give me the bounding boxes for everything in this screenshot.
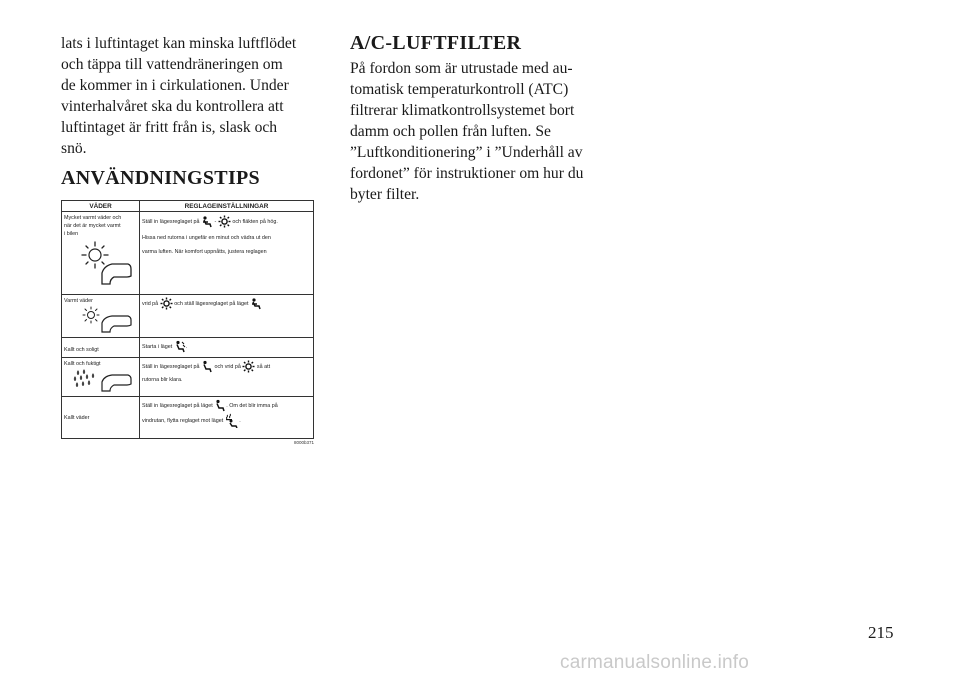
table-header-row [62, 201, 314, 212]
settings-text: Ställ in lägesreglaget på [142, 219, 200, 225]
table-row [62, 295, 314, 338]
text-line: damm och pollen från luften. Se [350, 123, 551, 140]
table-row [62, 212, 314, 295]
floor-person-icon [174, 340, 186, 353]
section-heading-ac-filter: A/C-LUFTFILTER [350, 32, 522, 54]
weather-label: Mycket varmt väder och när det är mycket varmt i bilen [64, 215, 122, 237]
text-line: tomatisk temperaturkontroll (ATC) [350, 81, 569, 98]
settings-line: Hissa ned rutorna i ungefär en minut och vädra ut den [142, 235, 271, 241]
floor-person-icon [201, 360, 213, 373]
settings-line: varma luften. När komfort uppnåtts, justera reglagen [142, 249, 267, 255]
table-row [62, 358, 314, 397]
settings-cell [140, 295, 314, 338]
settings-text: så att [256, 364, 271, 370]
header-settings: REGLAGEINSTÄLLNINGAR [140, 201, 314, 212]
settings-text: Starta i läget [142, 343, 173, 350]
text-line: luftintaget är fritt från is, slask och [61, 119, 278, 136]
text-line: snö. [61, 140, 87, 157]
settings-text: Om det blir imma på [229, 403, 278, 409]
intro-paragraph [61, 33, 314, 159]
vent-person-icon [250, 297, 262, 310]
floor-person-icon [214, 399, 226, 412]
text-line: vinterhalvåret ska du kontrollera att [61, 98, 284, 115]
settings-line [142, 214, 311, 230]
settings-text: och vrid på [214, 364, 241, 370]
sun-car-icon [70, 239, 132, 285]
watermark: carmanualsonline.info [560, 652, 750, 673]
settings-line [142, 360, 311, 374]
settings-text: och fläkten på hög. [232, 219, 278, 225]
left-column [61, 33, 314, 445]
text-line: byter filter. [350, 186, 420, 203]
settings-text: och ställ lägesreglaget på läget [174, 301, 249, 307]
settings-line: Ställ in lägesreglaget på läget . Om det blir imma på [142, 399, 311, 413]
section-heading-usage-tips: ANVÄNDNINGSTIPS [61, 167, 260, 189]
settings-text: Ställ in lägesreglaget på läget [142, 403, 213, 409]
text-line: ”Luftkonditionering” i ”Underhåll av [350, 144, 583, 161]
settings-text: Ställ in lägesreglaget på [142, 364, 200, 370]
table-row [62, 338, 314, 358]
rain-car-icon [70, 368, 132, 392]
vent-person-icon [201, 215, 213, 228]
weather-cell [62, 212, 140, 295]
settings-line: Starta i läget . [142, 340, 311, 352]
header-weather: VÄDER [62, 201, 140, 212]
settings-cell [140, 212, 314, 295]
settings-cell [140, 338, 314, 358]
table-row [62, 397, 314, 439]
text-line: fordonet” för instruktioner om hur du [350, 165, 584, 182]
weather-label: Varmt väder [64, 298, 93, 304]
settings-cell [140, 397, 314, 439]
sun-car-icon [70, 305, 132, 333]
text-line: de kommer in i cirkulationen. Under [61, 77, 289, 94]
settings-line: rutorna blir klara. [142, 377, 183, 383]
text-line: lats i luftintaget kan minska luftflödet [61, 35, 297, 52]
fan-icon [218, 215, 231, 228]
text-line: filtrerar klimatkontrollsystemet bort [350, 102, 575, 119]
right-column [350, 33, 606, 205]
weather-cell [62, 295, 140, 338]
weather-cell [62, 358, 140, 397]
page-number: 215 [868, 623, 894, 642]
figure-id: 8000b371 [293, 440, 314, 445]
weather-cell [62, 338, 140, 358]
weather-label: Kallt och soligt [64, 347, 99, 353]
fan-icon [160, 297, 173, 310]
defrost-floor-icon [225, 413, 238, 428]
settings-line [142, 413, 311, 429]
fan-icon [242, 360, 255, 373]
ac-filter-paragraph [350, 58, 606, 205]
dash-text: - [214, 219, 217, 225]
weather-label: Kallt väder [64, 415, 90, 421]
usage-tips-table [61, 200, 314, 439]
text-line: och täppa till vattendräneringen om [61, 56, 283, 73]
settings-text: . [239, 418, 241, 424]
weather-label: Kallt och fuktigt [64, 361, 101, 367]
settings-text: vrid på [142, 301, 159, 307]
settings-text: vindrutan, flytta reglaget mot läget [142, 418, 224, 424]
settings-cell [140, 358, 314, 397]
settings-line [142, 297, 311, 311]
text-line: På fordon som är utrustade med au- [350, 60, 573, 77]
weather-cell [62, 397, 140, 439]
